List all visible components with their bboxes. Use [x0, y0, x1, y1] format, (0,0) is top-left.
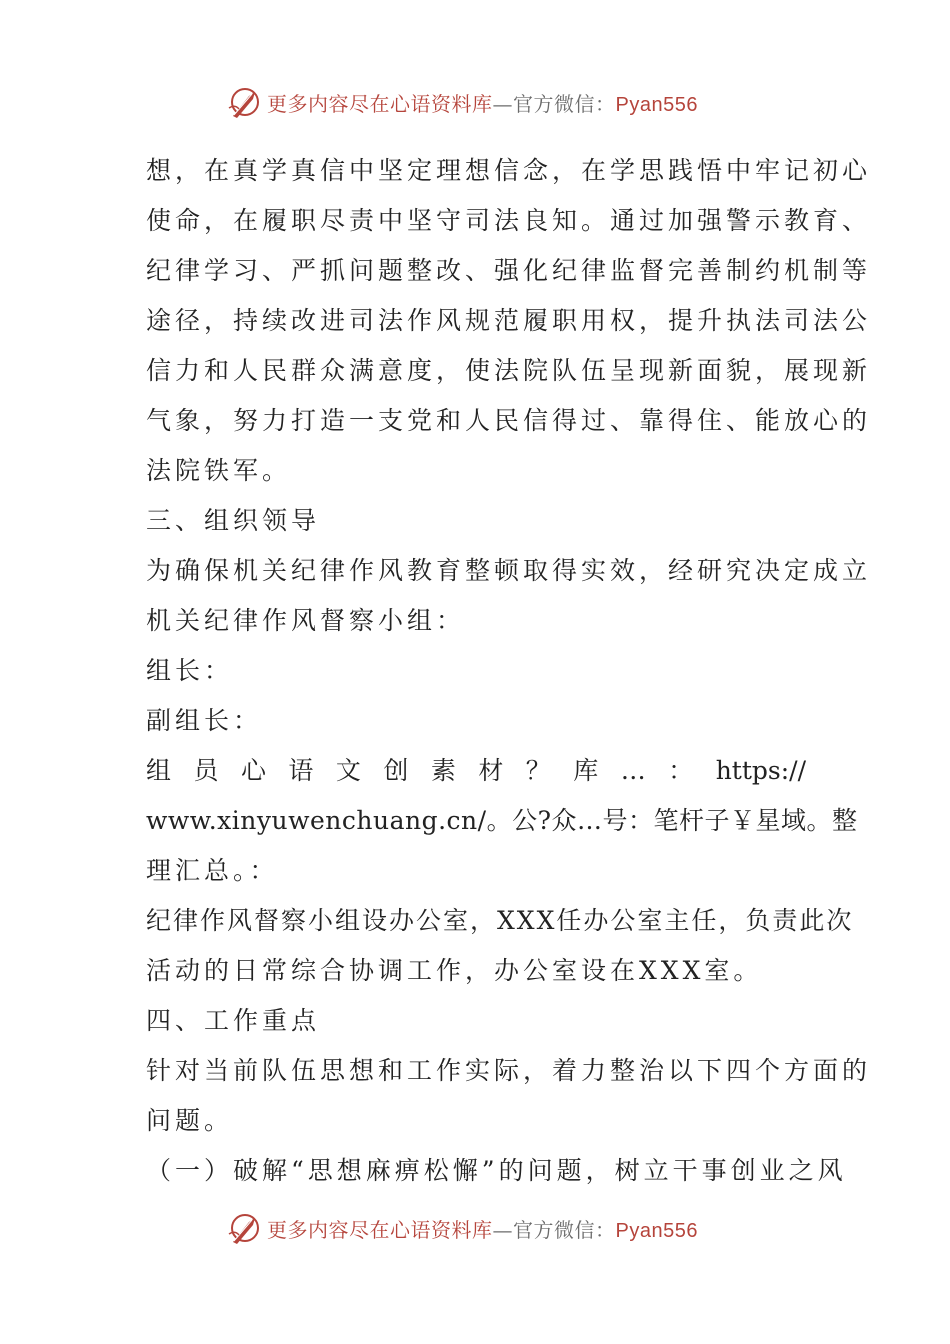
section-heading: 三、组织领导 — [146, 506, 321, 535]
body-line: 为确保机关纪律作风教育整顿取得实效，经研究决定成立 — [146, 556, 872, 585]
body-line: 纪律作风督察小组设办公室，XXX任办公室主任，负责此次 — [146, 906, 854, 935]
body-line: 纪律学习、严抓问题整改、强化纪律监督完善制约机制等 — [146, 256, 872, 285]
document-body — [146, 146, 872, 1196]
body-line: www.xinyuwenchuang.cn/。公?众…号：笔杆子￥星域。整 — [146, 806, 858, 835]
body-line: 针对当前队伍思想和工作实际，着力整治以下四个方面的 — [146, 1056, 872, 1085]
body-line: 活动的日常综合协调工作，办公室设在XXX室。 — [146, 956, 763, 985]
pen-nib-logo-icon — [225, 1208, 265, 1248]
banner-text — [267, 88, 698, 117]
pen-nib-logo-icon — [225, 82, 265, 122]
body-line: 副组长： — [146, 706, 263, 735]
banner-wechat-id: Pyan556 — [615, 93, 698, 116]
body-line: 问题。 — [146, 1106, 234, 1135]
banner-text — [267, 1214, 698, 1243]
section-heading: 四、工作重点 — [146, 1006, 321, 1035]
body-line: 气象，努力打造一支党和人民信得过、靠得住、能放心的 — [146, 406, 872, 435]
body-line: 机关纪律作风督察小组： — [146, 606, 466, 635]
body-line-justified: 组员心语文创素材？库…：https:// — [146, 756, 806, 785]
body-line: 信力和人民群众满意度，使法院队伍呈现新面貌，展现新 — [146, 356, 872, 385]
body-line: 想，在真学真信中坚定理想信念，在学思践悟中牢记初心 — [146, 156, 872, 185]
banner-dash: — — [492, 91, 513, 116]
subsection-heading: （一）破解“思想麻痹松懈”的问题，树立干事创业之风 — [146, 1156, 847, 1185]
header-banner — [225, 82, 698, 122]
banner-wechat-label: 官方微信： — [513, 1217, 616, 1242]
body-line: 法院铁军。 — [146, 456, 292, 485]
body-line: 组长： — [146, 656, 234, 685]
footer-banner — [225, 1208, 698, 1248]
body-line: 途径，持续改进司法作风规范履职用权，提升执法司法公 — [146, 306, 872, 335]
banner-dash: — — [492, 1217, 513, 1242]
body-line: 理汇总。： — [146, 856, 279, 885]
banner-title: 更多内容尽在心语资料库 — [267, 1217, 493, 1242]
banner-wechat-label: 官方微信： — [513, 91, 616, 116]
body-line: 使命，在履职尽责中坚守司法良知。通过加强警示教育、 — [146, 206, 872, 235]
banner-wechat-id: Pyan556 — [615, 1219, 698, 1242]
banner-title: 更多内容尽在心语资料库 — [267, 91, 493, 116]
